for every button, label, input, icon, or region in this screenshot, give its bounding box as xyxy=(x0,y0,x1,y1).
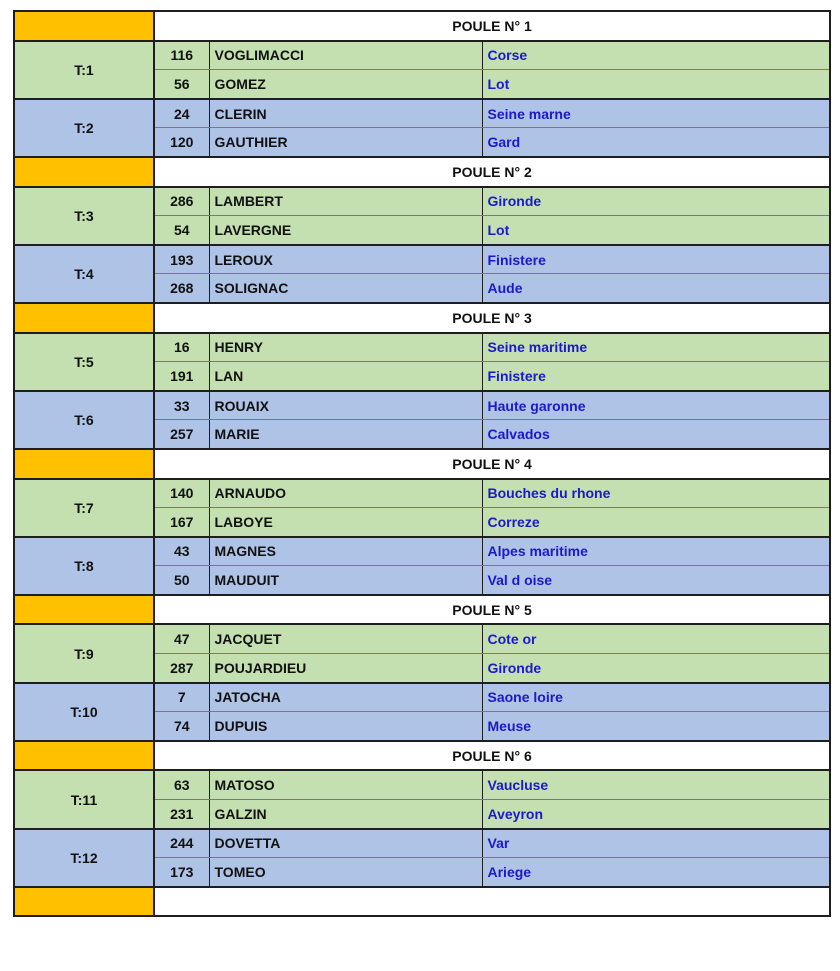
player-number: 193 xyxy=(154,245,209,274)
player-name: TOMEO xyxy=(209,858,482,887)
player-department: Finistere xyxy=(482,245,830,274)
player-name: SOLIGNAC xyxy=(209,274,482,303)
poule-marker-cell xyxy=(14,11,154,41)
player-number: 56 xyxy=(154,70,209,99)
player-number: 268 xyxy=(154,274,209,303)
poule-title: POULE N° 5 xyxy=(154,595,830,625)
player-department: Gard xyxy=(482,128,830,157)
player-name: LAN xyxy=(209,362,482,391)
player-department: Corse xyxy=(482,41,830,70)
player-number: 140 xyxy=(154,479,209,508)
player-number: 47 xyxy=(154,624,209,653)
player-department: Seine maritime xyxy=(482,333,830,362)
player-row xyxy=(14,245,830,274)
player-number: 287 xyxy=(154,654,209,683)
player-name: MAGNES xyxy=(209,537,482,566)
team-label: T:2 xyxy=(14,99,154,157)
player-name: GAUTHIER xyxy=(209,128,482,157)
player-name: POUJARDIEU xyxy=(209,654,482,683)
player-number: 244 xyxy=(154,829,209,858)
poule-title: POULE N° 4 xyxy=(154,449,830,479)
player-name: LABOYE xyxy=(209,508,482,537)
player-department: Val d oise xyxy=(482,566,830,595)
poule-title: POULE N° 2 xyxy=(154,157,830,187)
poule-title: POULE N° 3 xyxy=(154,303,830,333)
player-number: 54 xyxy=(154,216,209,245)
player-number: 74 xyxy=(154,712,209,741)
poule-title: POULE N° 6 xyxy=(154,741,830,771)
player-department: Haute garonne xyxy=(482,391,830,420)
player-row xyxy=(14,829,830,858)
player-number: 286 xyxy=(154,187,209,216)
player-name: LEROUX xyxy=(209,245,482,274)
team-label: T:6 xyxy=(14,391,154,449)
player-department: Vaucluse xyxy=(482,770,830,799)
team-label: T:12 xyxy=(14,829,154,887)
poule-marker-cell xyxy=(14,157,154,187)
poule-table xyxy=(13,10,831,917)
player-number: 33 xyxy=(154,391,209,420)
poule-header-row xyxy=(14,11,830,41)
team-label: T:8 xyxy=(14,537,154,595)
team-label: T:11 xyxy=(14,770,154,828)
player-number: 16 xyxy=(154,333,209,362)
player-number: 120 xyxy=(154,128,209,157)
player-number: 116 xyxy=(154,41,209,70)
team-label: T:10 xyxy=(14,683,154,741)
player-department: Aude xyxy=(482,274,830,303)
player-row xyxy=(14,391,830,420)
player-number: 63 xyxy=(154,770,209,799)
poule-marker-cell xyxy=(14,595,154,625)
poule-header-row xyxy=(14,595,830,625)
poule-header-row xyxy=(14,303,830,333)
team-label: T:9 xyxy=(14,624,154,682)
player-name: MATOSO xyxy=(209,770,482,799)
player-department: Gironde xyxy=(482,187,830,216)
poule-title xyxy=(154,887,830,917)
player-department: Var xyxy=(482,829,830,858)
poule-marker-cell xyxy=(14,887,154,917)
player-number: 173 xyxy=(154,858,209,887)
player-name: GOMEZ xyxy=(209,70,482,99)
player-department: Lot xyxy=(482,216,830,245)
player-row xyxy=(14,99,830,128)
player-row xyxy=(14,624,830,653)
player-name: GALZIN xyxy=(209,800,482,829)
player-row xyxy=(14,333,830,362)
player-row xyxy=(14,187,830,216)
player-department: Seine marne xyxy=(482,99,830,128)
player-department: Finistere xyxy=(482,362,830,391)
player-name: ARNAUDO xyxy=(209,479,482,508)
player-department: Meuse xyxy=(482,712,830,741)
player-department: Gironde xyxy=(482,654,830,683)
team-label: T:7 xyxy=(14,479,154,537)
team-label: T:5 xyxy=(14,333,154,391)
player-department: Saone loire xyxy=(482,683,830,712)
player-name: JATOCHA xyxy=(209,683,482,712)
poule-marker-cell xyxy=(14,303,154,333)
player-row xyxy=(14,770,830,799)
player-department: Cote or xyxy=(482,624,830,653)
player-department: Calvados xyxy=(482,420,830,449)
player-name: ROUAIX xyxy=(209,391,482,420)
player-department: Aveyron xyxy=(482,800,830,829)
player-name: LAMBERT xyxy=(209,187,482,216)
poule-header-row xyxy=(14,741,830,771)
player-department: Bouches du rhone xyxy=(482,479,830,508)
poule-header-row xyxy=(14,157,830,187)
poule-marker-cell xyxy=(14,741,154,771)
player-name: MARIE xyxy=(209,420,482,449)
player-number: 50 xyxy=(154,566,209,595)
player-number: 24 xyxy=(154,99,209,128)
player-row xyxy=(14,537,830,566)
player-department: Lot xyxy=(482,70,830,99)
poule-header-row xyxy=(14,887,830,917)
player-department: Correze xyxy=(482,508,830,537)
player-row xyxy=(14,683,830,712)
player-name: HENRY xyxy=(209,333,482,362)
player-row xyxy=(14,479,830,508)
team-label: T:4 xyxy=(14,245,154,303)
poule-grid xyxy=(13,10,829,917)
poule-header-row xyxy=(14,449,830,479)
player-name: DUPUIS xyxy=(209,712,482,741)
player-department: Alpes maritime xyxy=(482,537,830,566)
player-name: CLERIN xyxy=(209,99,482,128)
player-number: 231 xyxy=(154,800,209,829)
player-name: LAVERGNE xyxy=(209,216,482,245)
player-department: Ariege xyxy=(482,858,830,887)
poule-marker-cell xyxy=(14,449,154,479)
poule-title: POULE N° 1 xyxy=(154,11,830,41)
player-number: 7 xyxy=(154,683,209,712)
player-name: DOVETTA xyxy=(209,829,482,858)
player-name: JACQUET xyxy=(209,624,482,653)
player-name: MAUDUIT xyxy=(209,566,482,595)
player-number: 167 xyxy=(154,508,209,537)
player-name: VOGLIMACCI xyxy=(209,41,482,70)
team-label: T:3 xyxy=(14,187,154,245)
poule-table-body xyxy=(14,11,830,916)
player-number: 257 xyxy=(154,420,209,449)
player-number: 191 xyxy=(154,362,209,391)
team-label: T:1 xyxy=(14,41,154,99)
player-number: 43 xyxy=(154,537,209,566)
player-row xyxy=(14,41,830,70)
